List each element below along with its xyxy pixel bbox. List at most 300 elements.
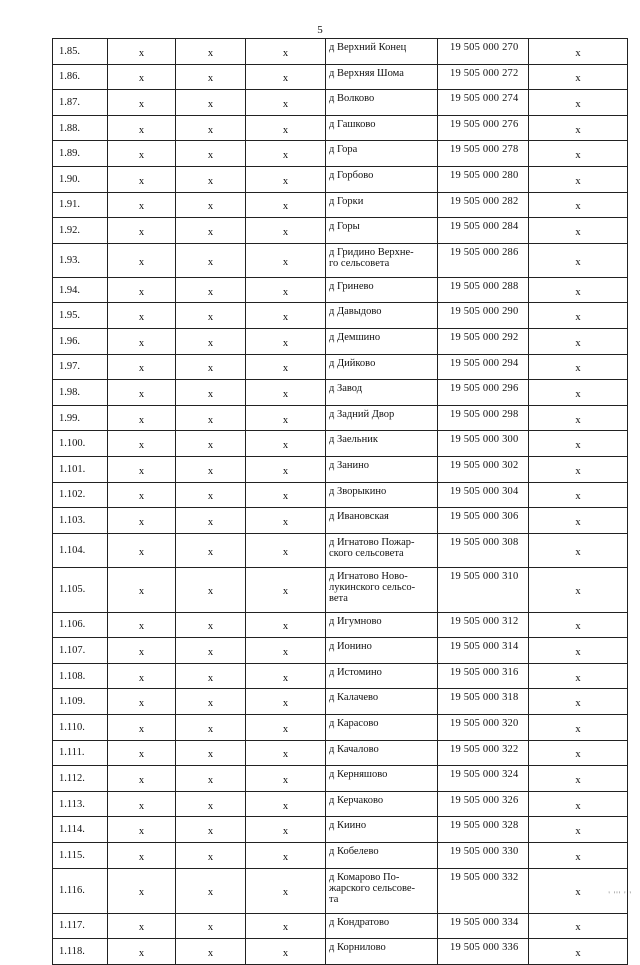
- settlement-name-cell: [326, 166, 438, 192]
- mark-cell-1: x: [108, 90, 176, 116]
- settlement-name-cell: [326, 791, 438, 817]
- row-number-cell: 1.98.: [53, 380, 108, 406]
- mark-cell-2: x: [176, 817, 246, 843]
- mark-cell-4: x: [529, 766, 628, 792]
- mark-cell-3: x: [246, 791, 326, 817]
- okato-code-cell: 19 505 000 308: [438, 533, 529, 567]
- mark-cell-1: x: [108, 508, 176, 534]
- row-number-cell: 1.110.: [53, 715, 108, 741]
- mark-cell-2: x: [176, 90, 246, 116]
- settlement-name-cell: [326, 612, 438, 638]
- settlement-name-cell: [326, 638, 438, 664]
- scan-mark: ' ''' ' ': [608, 890, 632, 899]
- mark-cell-4: x: [529, 64, 628, 90]
- settlements-table: [52, 38, 628, 965]
- mark-cell-4: x: [529, 913, 628, 939]
- mark-cell-4: x: [529, 243, 628, 277]
- settlement-name-cell: [326, 431, 438, 457]
- settlement-name-line: д Гора: [329, 144, 358, 156]
- mark-cell-4: x: [529, 843, 628, 869]
- mark-cell-3: x: [246, 715, 326, 741]
- mark-cell-2: x: [176, 482, 246, 508]
- okato-code-cell: 19 505 000 302: [438, 456, 529, 482]
- mark-cell-1: x: [108, 689, 176, 715]
- row-number-cell: 1.108.: [53, 663, 108, 689]
- settlement-name-cell: [326, 192, 438, 218]
- row-number-cell: 1.95.: [53, 303, 108, 329]
- mark-cell-4: x: [529, 218, 628, 244]
- mark-cell-3: x: [246, 482, 326, 508]
- mark-cell-4: x: [529, 638, 628, 664]
- okato-code-cell: 19 505 000 328: [438, 817, 529, 843]
- okato-code-cell: 19 505 000 282: [438, 192, 529, 218]
- mark-cell-4: x: [529, 192, 628, 218]
- row-number-cell: 1.89.: [53, 141, 108, 167]
- row-number-cell: 1.115.: [53, 843, 108, 869]
- okato-code-cell: 19 505 000 314: [438, 638, 529, 664]
- table-row: [53, 380, 628, 406]
- row-number-cell: 1.85.: [53, 39, 108, 65]
- settlement-name-line: д Игумново: [329, 615, 382, 627]
- mark-cell-2: x: [176, 64, 246, 90]
- mark-cell-2: x: [176, 740, 246, 766]
- settlement-name-cell: [326, 141, 438, 167]
- mark-cell-2: x: [176, 843, 246, 869]
- okato-code-cell: 19 505 000 322: [438, 740, 529, 766]
- settlement-name-line: го сельсовета: [329, 257, 390, 269]
- mark-cell-4: x: [529, 39, 628, 65]
- table-row: [53, 456, 628, 482]
- table-row: [53, 482, 628, 508]
- mark-cell-1: x: [108, 141, 176, 167]
- mark-cell-1: x: [108, 939, 176, 965]
- table-row: [53, 766, 628, 792]
- mark-cell-4: x: [529, 456, 628, 482]
- row-number-cell: 1.116.: [53, 868, 108, 913]
- mark-cell-2: x: [176, 218, 246, 244]
- mark-cell-2: x: [176, 115, 246, 141]
- settlement-name-cell: [326, 868, 438, 913]
- row-number-cell: 1.104.: [53, 533, 108, 567]
- settlement-name-line: д Горбово: [329, 169, 374, 181]
- row-number-cell: 1.105.: [53, 567, 108, 612]
- settlement-name-line: д Завод: [329, 383, 363, 395]
- row-number-cell: 1.118.: [53, 939, 108, 965]
- settlement-name-line: лукинского сельсо-: [329, 581, 416, 593]
- mark-cell-4: x: [529, 533, 628, 567]
- mark-cell-2: x: [176, 431, 246, 457]
- settlement-name-line: д Кобелево: [329, 846, 379, 858]
- mark-cell-1: x: [108, 328, 176, 354]
- mark-cell-2: x: [176, 508, 246, 534]
- settlement-name-line: ского сельсовета: [329, 547, 404, 559]
- mark-cell-2: x: [176, 141, 246, 167]
- settlement-name-cell: [326, 354, 438, 380]
- mark-cell-2: x: [176, 913, 246, 939]
- mark-cell-4: x: [529, 482, 628, 508]
- mark-cell-3: x: [246, 218, 326, 244]
- mark-cell-4: x: [529, 405, 628, 431]
- mark-cell-2: x: [176, 638, 246, 664]
- settlement-name-line: та: [329, 893, 339, 905]
- mark-cell-4: x: [529, 567, 628, 612]
- mark-cell-4: x: [529, 431, 628, 457]
- table-row: [53, 141, 628, 167]
- settlement-name-cell: [326, 817, 438, 843]
- mark-cell-4: x: [529, 740, 628, 766]
- mark-cell-3: x: [246, 90, 326, 116]
- settlement-name-line: д Гридино Верхне-: [329, 246, 414, 258]
- okato-code-cell: 19 505 000 286: [438, 243, 529, 277]
- settlement-name-line: д Гашково: [329, 118, 376, 130]
- settlement-name-line: д Калачево: [329, 692, 379, 704]
- okato-code-cell: 19 505 000 278: [438, 141, 529, 167]
- okato-code-cell: 19 505 000 330: [438, 843, 529, 869]
- settlement-name-line: д Горки: [329, 195, 364, 207]
- okato-code-cell: 19 505 000 324: [438, 766, 529, 792]
- mark-cell-2: x: [176, 39, 246, 65]
- settlement-name-cell: [326, 689, 438, 715]
- row-number-cell: 1.117.: [53, 913, 108, 939]
- mark-cell-2: x: [176, 533, 246, 567]
- okato-code-cell: 19 505 000 326: [438, 791, 529, 817]
- okato-code-cell: 19 505 000 316: [438, 663, 529, 689]
- mark-cell-4: x: [529, 791, 628, 817]
- table-row: [53, 218, 628, 244]
- mark-cell-4: x: [529, 939, 628, 965]
- settlement-name-cell: [326, 380, 438, 406]
- table-row: [53, 638, 628, 664]
- table-row: [53, 913, 628, 939]
- mark-cell-3: x: [246, 638, 326, 664]
- okato-code-cell: 19 505 000 270: [438, 39, 529, 65]
- mark-cell-1: x: [108, 354, 176, 380]
- table-row: [53, 715, 628, 741]
- settlement-name-line: д Верхний Конец: [329, 42, 407, 53]
- mark-cell-2: x: [176, 166, 246, 192]
- mark-cell-3: x: [246, 303, 326, 329]
- settlement-name-cell: [326, 243, 438, 277]
- mark-cell-1: x: [108, 791, 176, 817]
- mark-cell-3: x: [246, 612, 326, 638]
- settlement-name-cell: [326, 482, 438, 508]
- settlement-name-line: д Керняшово: [329, 769, 388, 781]
- mark-cell-2: x: [176, 192, 246, 218]
- settlement-name-line: д Волково: [329, 93, 375, 105]
- mark-cell-1: x: [108, 303, 176, 329]
- okato-code-cell: 19 505 000 336: [438, 939, 529, 965]
- settlement-name-line: д Истомино: [329, 666, 382, 678]
- settlement-name-cell: [326, 328, 438, 354]
- mark-cell-4: x: [529, 817, 628, 843]
- okato-code-cell: 19 505 000 300: [438, 431, 529, 457]
- mark-cell-3: x: [246, 64, 326, 90]
- mark-cell-3: x: [246, 115, 326, 141]
- mark-cell-4: x: [529, 689, 628, 715]
- okato-code-cell: 19 505 000 272: [438, 64, 529, 90]
- settlement-name-line: д Верхняя Шома: [329, 67, 404, 79]
- mark-cell-4: x: [529, 328, 628, 354]
- row-number-cell: 1.113.: [53, 791, 108, 817]
- settlement-name-cell: [326, 533, 438, 567]
- okato-code-cell: 19 505 000 306: [438, 508, 529, 534]
- settlement-name-line: д Горы: [329, 221, 360, 233]
- settlement-name-cell: [326, 115, 438, 141]
- settlement-name-line: д Ивановская: [329, 511, 389, 523]
- table-row: [53, 243, 628, 277]
- row-number-cell: 1.94.: [53, 277, 108, 303]
- mark-cell-4: x: [529, 612, 628, 638]
- okato-code-cell: 19 505 000 298: [438, 405, 529, 431]
- settlement-name-line: д Зворыкино: [329, 485, 387, 497]
- settlement-name-line: д Качалово: [329, 743, 379, 755]
- mark-cell-2: x: [176, 663, 246, 689]
- mark-cell-1: x: [108, 913, 176, 939]
- mark-cell-3: x: [246, 380, 326, 406]
- mark-cell-3: x: [246, 663, 326, 689]
- mark-cell-2: x: [176, 303, 246, 329]
- row-number-cell: 1.103.: [53, 508, 108, 534]
- okato-code-cell: 19 505 000 284: [438, 218, 529, 244]
- row-number-cell: 1.86.: [53, 64, 108, 90]
- table-row: [53, 689, 628, 715]
- mark-cell-4: x: [529, 141, 628, 167]
- okato-code-cell: 19 505 000 304: [438, 482, 529, 508]
- settlement-name-line: д Игнатово Ново-: [329, 570, 408, 582]
- okato-code-cell: 19 505 000 292: [438, 328, 529, 354]
- mark-cell-1: x: [108, 115, 176, 141]
- settlement-name-line: д Киино: [329, 820, 367, 832]
- mark-cell-1: x: [108, 740, 176, 766]
- mark-cell-2: x: [176, 567, 246, 612]
- settlement-name-line: д Игнатово Пожар-: [329, 536, 415, 548]
- row-number-cell: 1.97.: [53, 354, 108, 380]
- settlement-name-line: д Дийково: [329, 357, 376, 369]
- mark-cell-1: x: [108, 868, 176, 913]
- settlement-name-cell: [326, 843, 438, 869]
- table-row: [53, 354, 628, 380]
- mark-cell-4: x: [529, 354, 628, 380]
- settlement-name-cell: [326, 64, 438, 90]
- mark-cell-3: x: [246, 456, 326, 482]
- okato-code-cell: 19 505 000 294: [438, 354, 529, 380]
- settlement-name-line: д Давыдово: [329, 306, 382, 318]
- mark-cell-1: x: [108, 766, 176, 792]
- mark-cell-3: x: [246, 868, 326, 913]
- settlement-name-line: д Корнилово: [329, 942, 386, 954]
- mark-cell-3: x: [246, 192, 326, 218]
- mark-cell-4: x: [529, 380, 628, 406]
- table-row: [53, 192, 628, 218]
- mark-cell-2: x: [176, 689, 246, 715]
- mark-cell-1: x: [108, 431, 176, 457]
- row-number-cell: 1.107.: [53, 638, 108, 664]
- table-row: [53, 431, 628, 457]
- mark-cell-2: x: [176, 328, 246, 354]
- mark-cell-3: x: [246, 328, 326, 354]
- settlement-name-line: д Занино: [329, 459, 369, 471]
- mark-cell-2: x: [176, 868, 246, 913]
- row-number-cell: 1.87.: [53, 90, 108, 116]
- settlement-name-line: жарского сельсове-: [329, 882, 416, 894]
- settlement-name-line: д Заельник: [329, 434, 378, 446]
- mark-cell-1: x: [108, 39, 176, 65]
- mark-cell-1: x: [108, 482, 176, 508]
- mark-cell-4: x: [529, 303, 628, 329]
- row-number-cell: 1.109.: [53, 689, 108, 715]
- row-number-cell: 1.92.: [53, 218, 108, 244]
- settlement-name-line: д Кондратово: [329, 916, 390, 928]
- mark-cell-2: x: [176, 456, 246, 482]
- row-number-cell: 1.99.: [53, 405, 108, 431]
- mark-cell-4: x: [529, 277, 628, 303]
- okato-code-cell: 19 505 000 290: [438, 303, 529, 329]
- mark-cell-1: x: [108, 380, 176, 406]
- table-row: [53, 115, 628, 141]
- row-number-cell: 1.90.: [53, 166, 108, 192]
- row-number-cell: 1.106.: [53, 612, 108, 638]
- settlement-name-cell: [326, 39, 438, 65]
- table-row: [53, 939, 628, 965]
- table-row: [53, 868, 628, 913]
- settlement-name-cell: [326, 303, 438, 329]
- okato-code-cell: 19 505 000 332: [438, 868, 529, 913]
- mark-cell-1: x: [108, 218, 176, 244]
- mark-cell-4: x: [529, 715, 628, 741]
- okato-code-cell: 19 505 000 276: [438, 115, 529, 141]
- settlement-name-line: д Комарово По-: [329, 871, 400, 883]
- mark-cell-3: x: [246, 817, 326, 843]
- mark-cell-1: x: [108, 64, 176, 90]
- mark-cell-3: x: [246, 567, 326, 612]
- mark-cell-3: x: [246, 354, 326, 380]
- mark-cell-3: x: [246, 405, 326, 431]
- mark-cell-3: x: [246, 533, 326, 567]
- mark-cell-4: x: [529, 90, 628, 116]
- mark-cell-2: x: [176, 791, 246, 817]
- mark-cell-1: x: [108, 817, 176, 843]
- table-row: [53, 817, 628, 843]
- row-number-cell: 1.114.: [53, 817, 108, 843]
- settlement-name-cell: [326, 663, 438, 689]
- mark-cell-4: x: [529, 508, 628, 534]
- mark-cell-1: x: [108, 533, 176, 567]
- mark-cell-3: x: [246, 766, 326, 792]
- settlement-name-cell: [326, 405, 438, 431]
- table-row: [53, 277, 628, 303]
- okato-code-cell: 19 505 000 320: [438, 715, 529, 741]
- table-row: [53, 39, 628, 65]
- settlement-name-cell: [326, 715, 438, 741]
- settlement-name-line: д Керчаково: [329, 794, 384, 806]
- mark-cell-3: x: [246, 740, 326, 766]
- mark-cell-4: x: [529, 868, 628, 913]
- table-row: [53, 843, 628, 869]
- mark-cell-3: x: [246, 141, 326, 167]
- mark-cell-2: x: [176, 380, 246, 406]
- row-number-cell: 1.112.: [53, 766, 108, 792]
- table-row: [53, 791, 628, 817]
- row-number-cell: 1.88.: [53, 115, 108, 141]
- mark-cell-2: x: [176, 277, 246, 303]
- mark-cell-2: x: [176, 354, 246, 380]
- mark-cell-1: x: [108, 243, 176, 277]
- mark-cell-3: x: [246, 39, 326, 65]
- table-body: [53, 39, 628, 965]
- row-number-cell: 1.111.: [53, 740, 108, 766]
- okato-code-cell: 19 505 000 334: [438, 913, 529, 939]
- settlement-name-line: д Карасово: [329, 718, 379, 730]
- okato-code-cell: 19 505 000 318: [438, 689, 529, 715]
- settlement-name-line: д Демшино: [329, 331, 381, 343]
- row-number-cell: 1.102.: [53, 482, 108, 508]
- mark-cell-2: x: [176, 405, 246, 431]
- mark-cell-3: x: [246, 277, 326, 303]
- mark-cell-3: x: [246, 689, 326, 715]
- table-row: [53, 64, 628, 90]
- settlement-name-cell: [326, 456, 438, 482]
- mark-cell-3: x: [246, 913, 326, 939]
- table-row: [53, 663, 628, 689]
- settlement-name-cell: [326, 939, 438, 965]
- mark-cell-3: x: [246, 939, 326, 965]
- okato-code-cell: 19 505 000 280: [438, 166, 529, 192]
- settlement-name-line: вета: [329, 592, 348, 604]
- mark-cell-3: x: [246, 166, 326, 192]
- row-number-cell: 1.101.: [53, 456, 108, 482]
- mark-cell-3: x: [246, 508, 326, 534]
- table-row: [53, 740, 628, 766]
- okato-code-cell: 19 505 000 296: [438, 380, 529, 406]
- settlement-name-cell: [326, 508, 438, 534]
- mark-cell-1: x: [108, 612, 176, 638]
- row-number-cell: 1.93.: [53, 243, 108, 277]
- table-row: [53, 533, 628, 567]
- settlement-name-line: д Гринево: [329, 280, 374, 292]
- settlement-name-cell: [326, 218, 438, 244]
- table-row: [53, 166, 628, 192]
- mark-cell-1: x: [108, 567, 176, 612]
- settlement-name-line: д Задний Двор: [329, 408, 395, 420]
- mark-cell-1: x: [108, 277, 176, 303]
- mark-cell-2: x: [176, 243, 246, 277]
- mark-cell-3: x: [246, 243, 326, 277]
- okato-code-cell: 19 505 000 310: [438, 567, 529, 612]
- mark-cell-2: x: [176, 939, 246, 965]
- settlement-name-line: д Ионино: [329, 641, 372, 653]
- settlement-name-cell: [326, 567, 438, 612]
- mark-cell-1: x: [108, 663, 176, 689]
- okato-code-cell: 19 505 000 274: [438, 90, 529, 116]
- mark-cell-2: x: [176, 612, 246, 638]
- page-number: 5: [317, 24, 323, 36]
- settlement-name-cell: [326, 740, 438, 766]
- table-row: [53, 612, 628, 638]
- okato-code-cell: 19 505 000 288: [438, 277, 529, 303]
- settlement-name-cell: [326, 766, 438, 792]
- mark-cell-1: x: [108, 638, 176, 664]
- table-row: [53, 328, 628, 354]
- mark-cell-1: x: [108, 843, 176, 869]
- settlement-name-cell: [326, 90, 438, 116]
- table-row: [53, 90, 628, 116]
- mark-cell-2: x: [176, 766, 246, 792]
- row-number-cell: 1.100.: [53, 431, 108, 457]
- mark-cell-4: x: [529, 115, 628, 141]
- settlement-name-cell: [326, 277, 438, 303]
- mark-cell-1: x: [108, 405, 176, 431]
- table-row: [53, 567, 628, 612]
